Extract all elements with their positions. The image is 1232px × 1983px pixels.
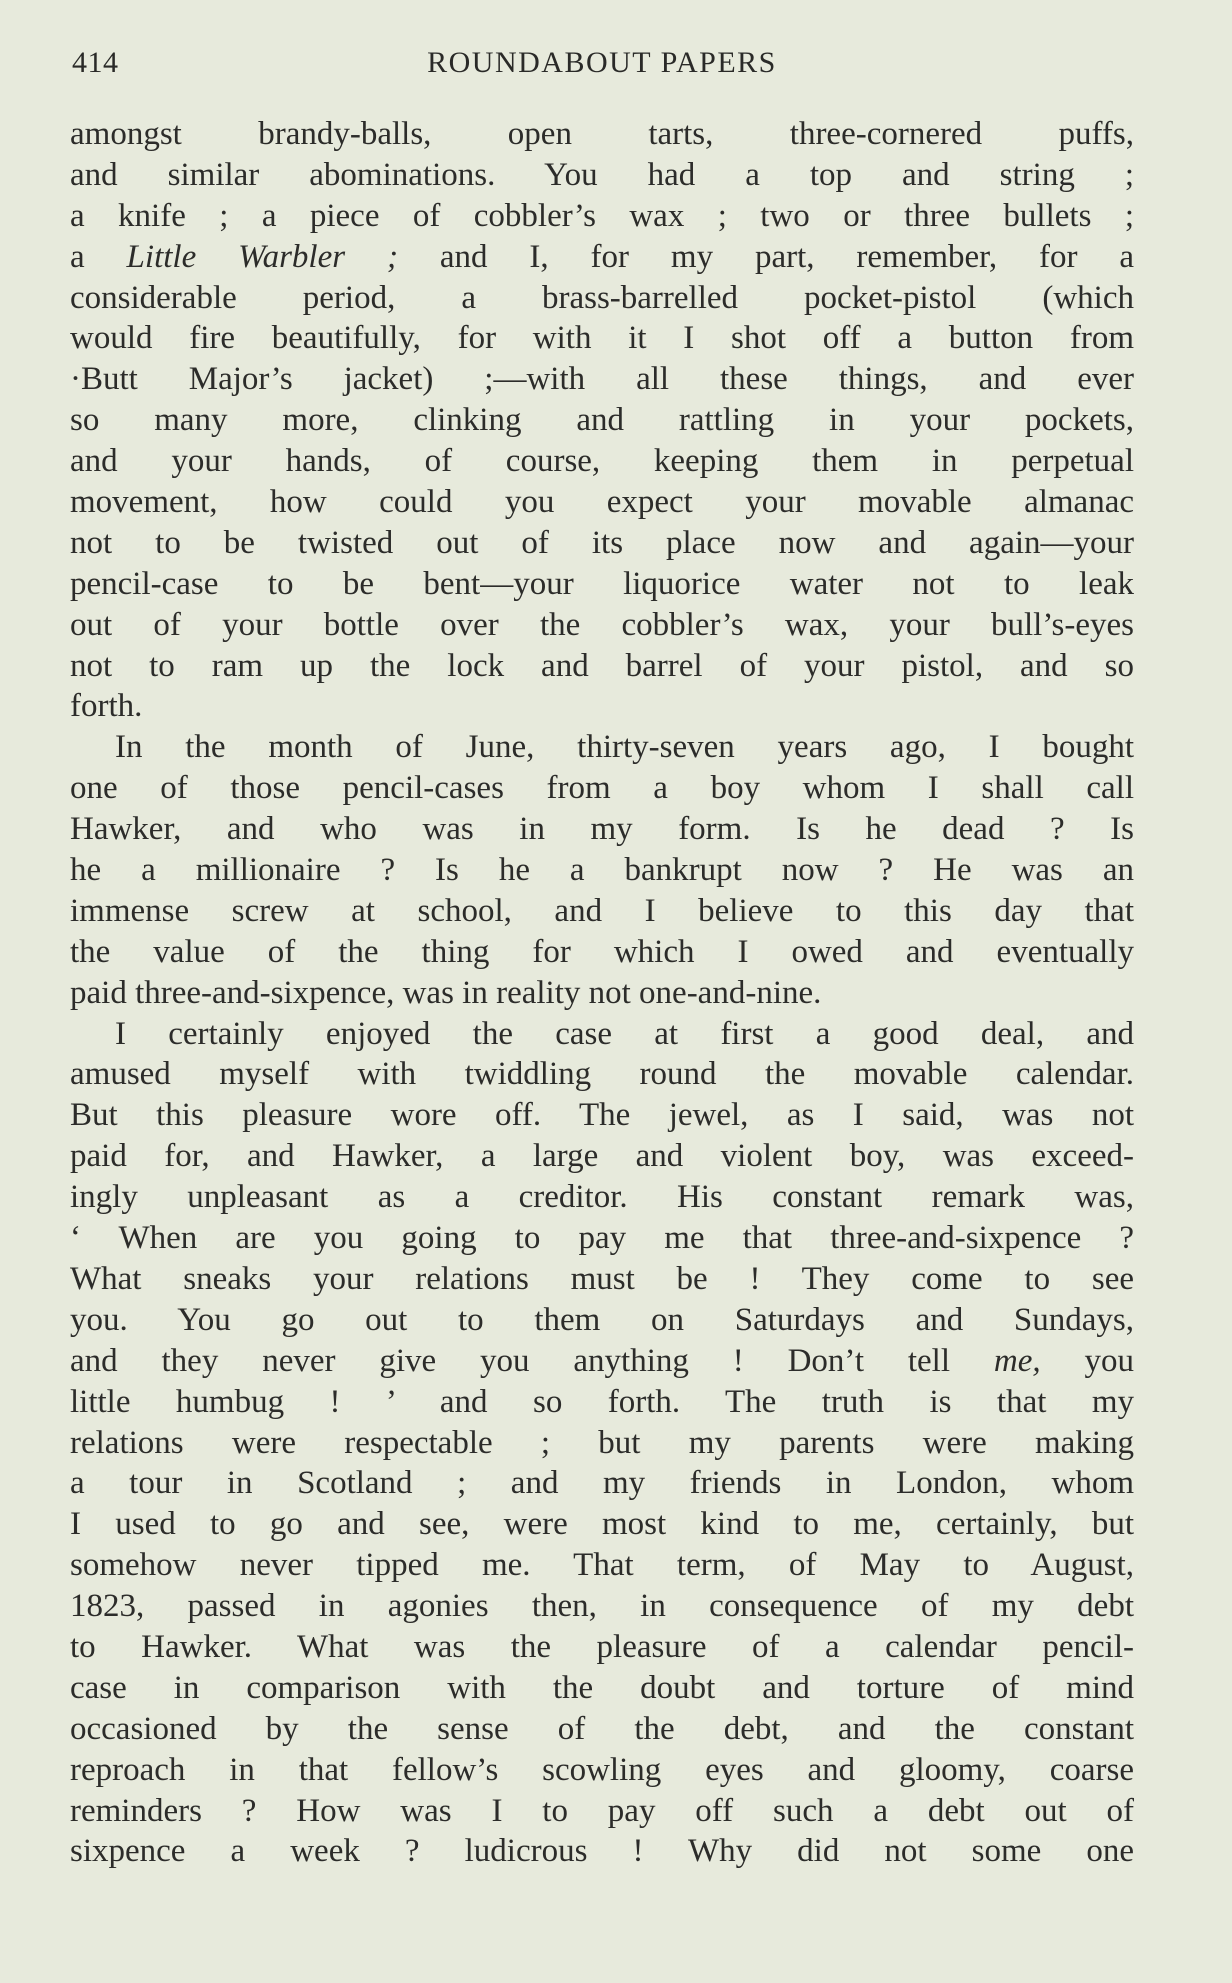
text-line: considerable period, a brass-barrelled pocket-pistol (which xyxy=(70,279,1134,316)
text-line: not to be twisted out of its place now and again—your xyxy=(70,524,1134,561)
text-run: and I, for my part, remember, for a xyxy=(397,238,1134,275)
text-line: one of those pencil-cases from a boy whom I shall call xyxy=(70,770,1134,807)
text-run: you xyxy=(1040,1342,1134,1379)
running-head xyxy=(70,44,1134,88)
text-line: relations were respectable ; but my parents were making xyxy=(70,1424,1134,1461)
text-line: What sneaks your relations must be ! They come to see xyxy=(70,1260,1134,1297)
text-line: and similar abominations. You had a top and string ; xyxy=(70,156,1134,193)
text-run: and they never give you anything ! Don’t tell xyxy=(70,1342,994,1379)
text-line: out of your bottle over the cobbler’s wax, your bull’s-eyes xyxy=(70,606,1134,643)
body-text xyxy=(70,114,1134,1872)
text-line: and your hands, of course, keeping them in perpetual xyxy=(70,443,1134,480)
paragraph xyxy=(70,1014,1134,1873)
italic-run: me, xyxy=(993,1342,1041,1379)
text-line: pencil-case to be bent—your liquorice water not to leak xyxy=(70,565,1134,602)
text-line: amongst brandy-balls, open tarts, three-cornered puffs, xyxy=(70,116,1134,152)
text-line: sixpence a week ? ludicrous ! Why did not some one xyxy=(70,1833,1134,1870)
text-line: paid three-and-sixpence, was in reality not one-and-nine. xyxy=(70,974,822,1011)
text-line xyxy=(70,1341,1134,1382)
text-line: he a millionaire ? Is he a bankrupt now ? He was an xyxy=(70,852,1134,889)
page-title: ROUNDABOUT PAPERS xyxy=(427,46,777,79)
italic-run: Little Warbler ; xyxy=(126,238,398,275)
paragraph xyxy=(70,114,1134,727)
text-line: I used to go and see, were most kind to me, certainly, but xyxy=(70,1506,1134,1543)
text-line: somehow never tipped me. That term, of May to August, xyxy=(70,1547,1134,1584)
text-line: In the month of June, thirty-seven years ago, I bought xyxy=(115,729,1134,766)
text-line: little humbug ! ’ and so forth. The truth is that my xyxy=(70,1383,1134,1420)
text-line: I certainly enjoyed the case at first a good deal, and xyxy=(115,1015,1134,1052)
text-line: not to ram up the lock and barrel of your pistol, and so xyxy=(70,647,1134,684)
paragraph xyxy=(70,727,1134,1013)
text-line: immense screw at school, and I believe to this day that xyxy=(70,892,1134,929)
text-line: amused myself with twiddling round the movable calendar. xyxy=(70,1056,1134,1093)
text-line: reproach in that fellow’s scowling eyes and gloomy, coarse xyxy=(70,1751,1134,1788)
text-line: ingly unpleasant as a creditor. His constant remark was, xyxy=(70,1179,1134,1216)
text-run: a xyxy=(70,238,127,275)
text-line: a tour in Scotland ; and my friends in London, whom xyxy=(70,1465,1134,1502)
text-line: 1823, passed in agonies then, in consequence of my debt xyxy=(70,1588,1134,1625)
text-line: occasioned by the sense of the debt, and the constant xyxy=(70,1710,1134,1747)
text-line: to Hawker. What was the pleasure of a calendar pencil- xyxy=(70,1628,1134,1665)
text-line: forth. xyxy=(70,688,143,725)
text-line xyxy=(70,237,1134,278)
text-line: ·Butt Major’s jacket) ;—with all these things, and ever xyxy=(70,361,1134,398)
text-line: But this pleasure wore off. The jewel, as I said, was not xyxy=(70,1097,1134,1134)
text-line: ‘ When are you going to pay me that three-and-sixpence ? xyxy=(70,1220,1134,1257)
text-line: movement, how could you expect your movable almanac xyxy=(70,484,1134,521)
text-line: so many more, clinking and rattling in your pockets, xyxy=(70,402,1134,439)
text-line: a knife ; a piece of cobbler’s wax ; two or three bullets ; xyxy=(70,197,1134,234)
text-line: paid for, and Hawker, a large and violent boy, was exceed- xyxy=(70,1138,1134,1175)
page-number: 414 xyxy=(72,46,119,79)
text-line: Hawker, and who was in my form. Is he dead ? Is xyxy=(70,811,1134,848)
text-line: the value of the thing for which I owed and eventually xyxy=(70,933,1134,970)
text-line: case in comparison with the doubt and torture of mind xyxy=(70,1669,1134,1706)
text-line: reminders ? How was I to pay off such a debt out of xyxy=(70,1792,1134,1829)
text-line: you. You go out to them on Saturdays and Sundays, xyxy=(70,1301,1134,1338)
text-line: would fire beautifully, for with it I shot off a button from xyxy=(70,320,1134,357)
